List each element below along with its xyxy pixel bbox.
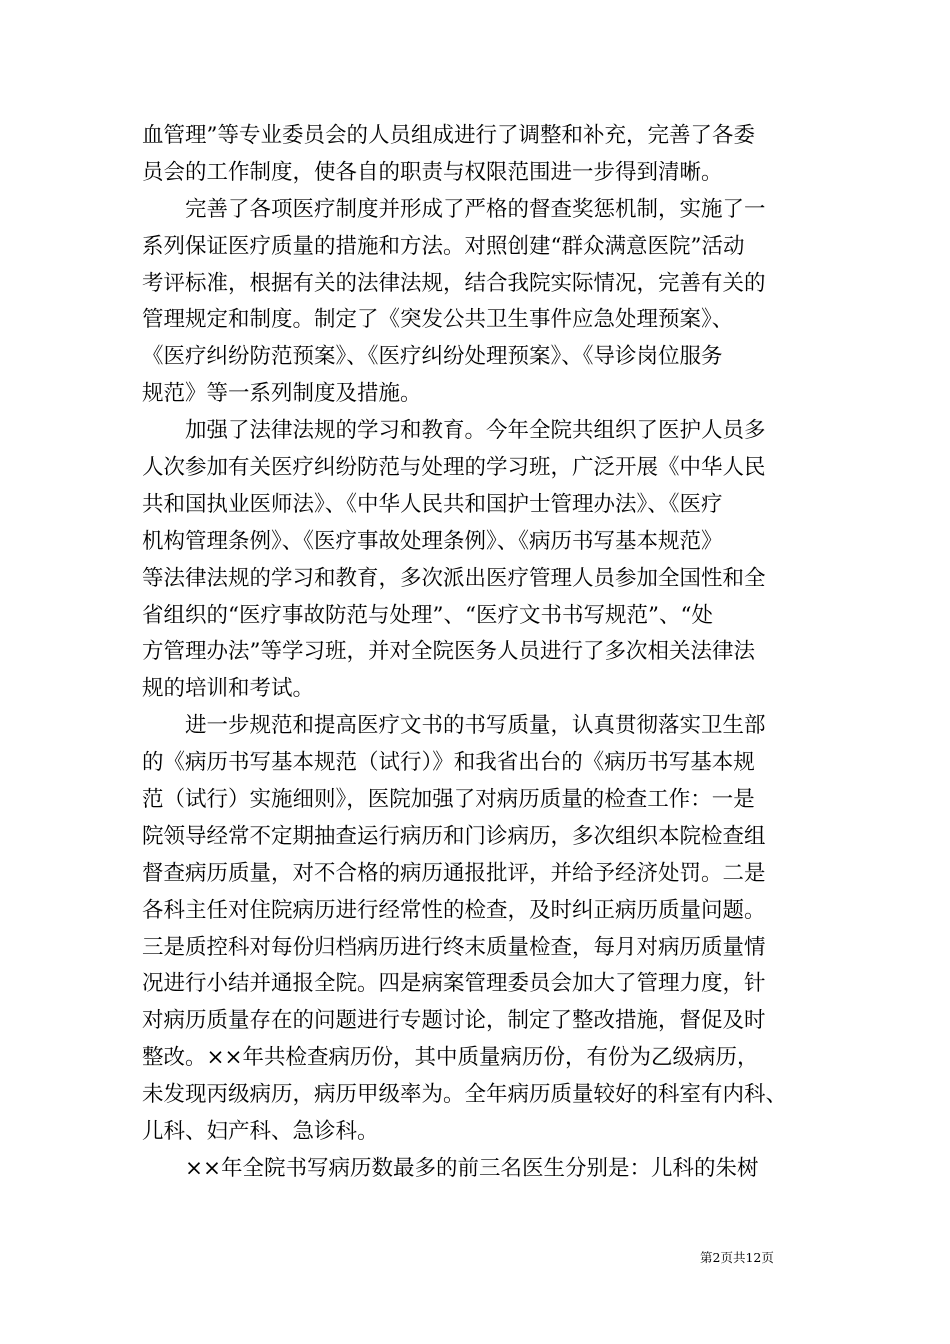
text-line: 规的培训和考试。 — [142, 676, 315, 702]
text-line: 整改。××年共检查病历份，其中质量病历份，有份为乙级病历， — [142, 1045, 759, 1071]
text-line: 进一步规范和提高医疗文书的书写质量，认真贯彻落实卫生部 — [142, 713, 766, 739]
text-line: 况进行小结并通报全院。四是病案管理委员会加大了管理力度，针 — [142, 971, 766, 997]
page-number-footer: 第2页共12页 — [700, 1250, 774, 1265]
text-line: 未发现丙级病历，病历甲级率为。全年病历质量较好的科室有内科、 — [142, 1082, 788, 1108]
text-line: 规范》等一系列制度及措施。 — [142, 381, 422, 407]
text-line: 共和国执业医师法》、《中华人民共和国护士管理办法》、《医疗 — [142, 491, 723, 517]
text-line: ××年全院书写病历数最多的前三名医生分别是：儿科的朱树 — [142, 1155, 759, 1181]
text-line: 对病历质量存在的问题进行专题讨论，制定了整改措施，督促及时 — [142, 1008, 766, 1034]
document-body — [142, 118, 810, 1188]
text-line: 《医疗纠纷防范预案》、《医疗纠纷处理预案》、《导诊岗位服务 — [142, 344, 723, 370]
text-line: 员会的工作制度，使各自的职责与权限范围进一步得到清晰。 — [142, 159, 723, 185]
text-line: 完善了各项医疗制度并形成了严格的督查奖惩机制，实施了一 — [142, 196, 766, 222]
text-line: 各科主任对住院病历进行经常性的检查，及时纠正病历质量问题。 — [142, 897, 766, 923]
text-line: 三是质控科对每份归档病历进行终末质量检查，每月对病历质量情 — [142, 934, 766, 960]
text-line: 范（试行）实施细则》，医院加强了对病历质量的检查工作：一是 — [142, 787, 755, 813]
text-line: 院领导经常不定期抽查运行病历和门诊病历，多次组织本院检查组 — [142, 823, 766, 849]
text-line: 督查病历质量，对不合格的病历通报批评，并给予经济处罚。二是 — [142, 860, 766, 886]
text-line: 方管理办法”等学习班，并对全院医务人员进行了多次相关法律法 — [142, 639, 755, 665]
text-line: 管理规定和制度。制定了《突发公共卫生事件应急处理预案》、 — [142, 307, 734, 333]
text-line: 考评标准，根据有关的法律法规，结合我院实际情况，完善有关的 — [142, 270, 766, 296]
text-line: 系列保证医疗质量的措施和方法。对照创建“群众满意医院”活动 — [142, 233, 745, 259]
text-line: 血管理”等专业委员会的人员组成进行了调整和补充，完善了各委 — [142, 123, 755, 148]
text-line: 机构管理条例》、《医疗事故处理条例》、《病历书写基本规范》 — [142, 528, 723, 554]
text-line: 儿科、妇产科、急诊科。 — [142, 1119, 379, 1145]
text-line: 加强了法律法规的学习和教育。今年全院共组织了医护人员多 — [142, 418, 766, 444]
text-line: 的《病历书写基本规范（试行）》和我省出台的《病历书写基本规 — [142, 750, 755, 776]
text-line: 省组织的“医疗事故防范与处理”、“医疗文书书写规范”、“处 — [142, 602, 713, 628]
text-line: 等法律法规的学习和教育，多次派出医疗管理人员参加全国性和全 — [142, 565, 766, 591]
text-line: 人次参加有关医疗纠纷防范与处理的学习班，广泛开展《中华人民 — [142, 455, 766, 481]
